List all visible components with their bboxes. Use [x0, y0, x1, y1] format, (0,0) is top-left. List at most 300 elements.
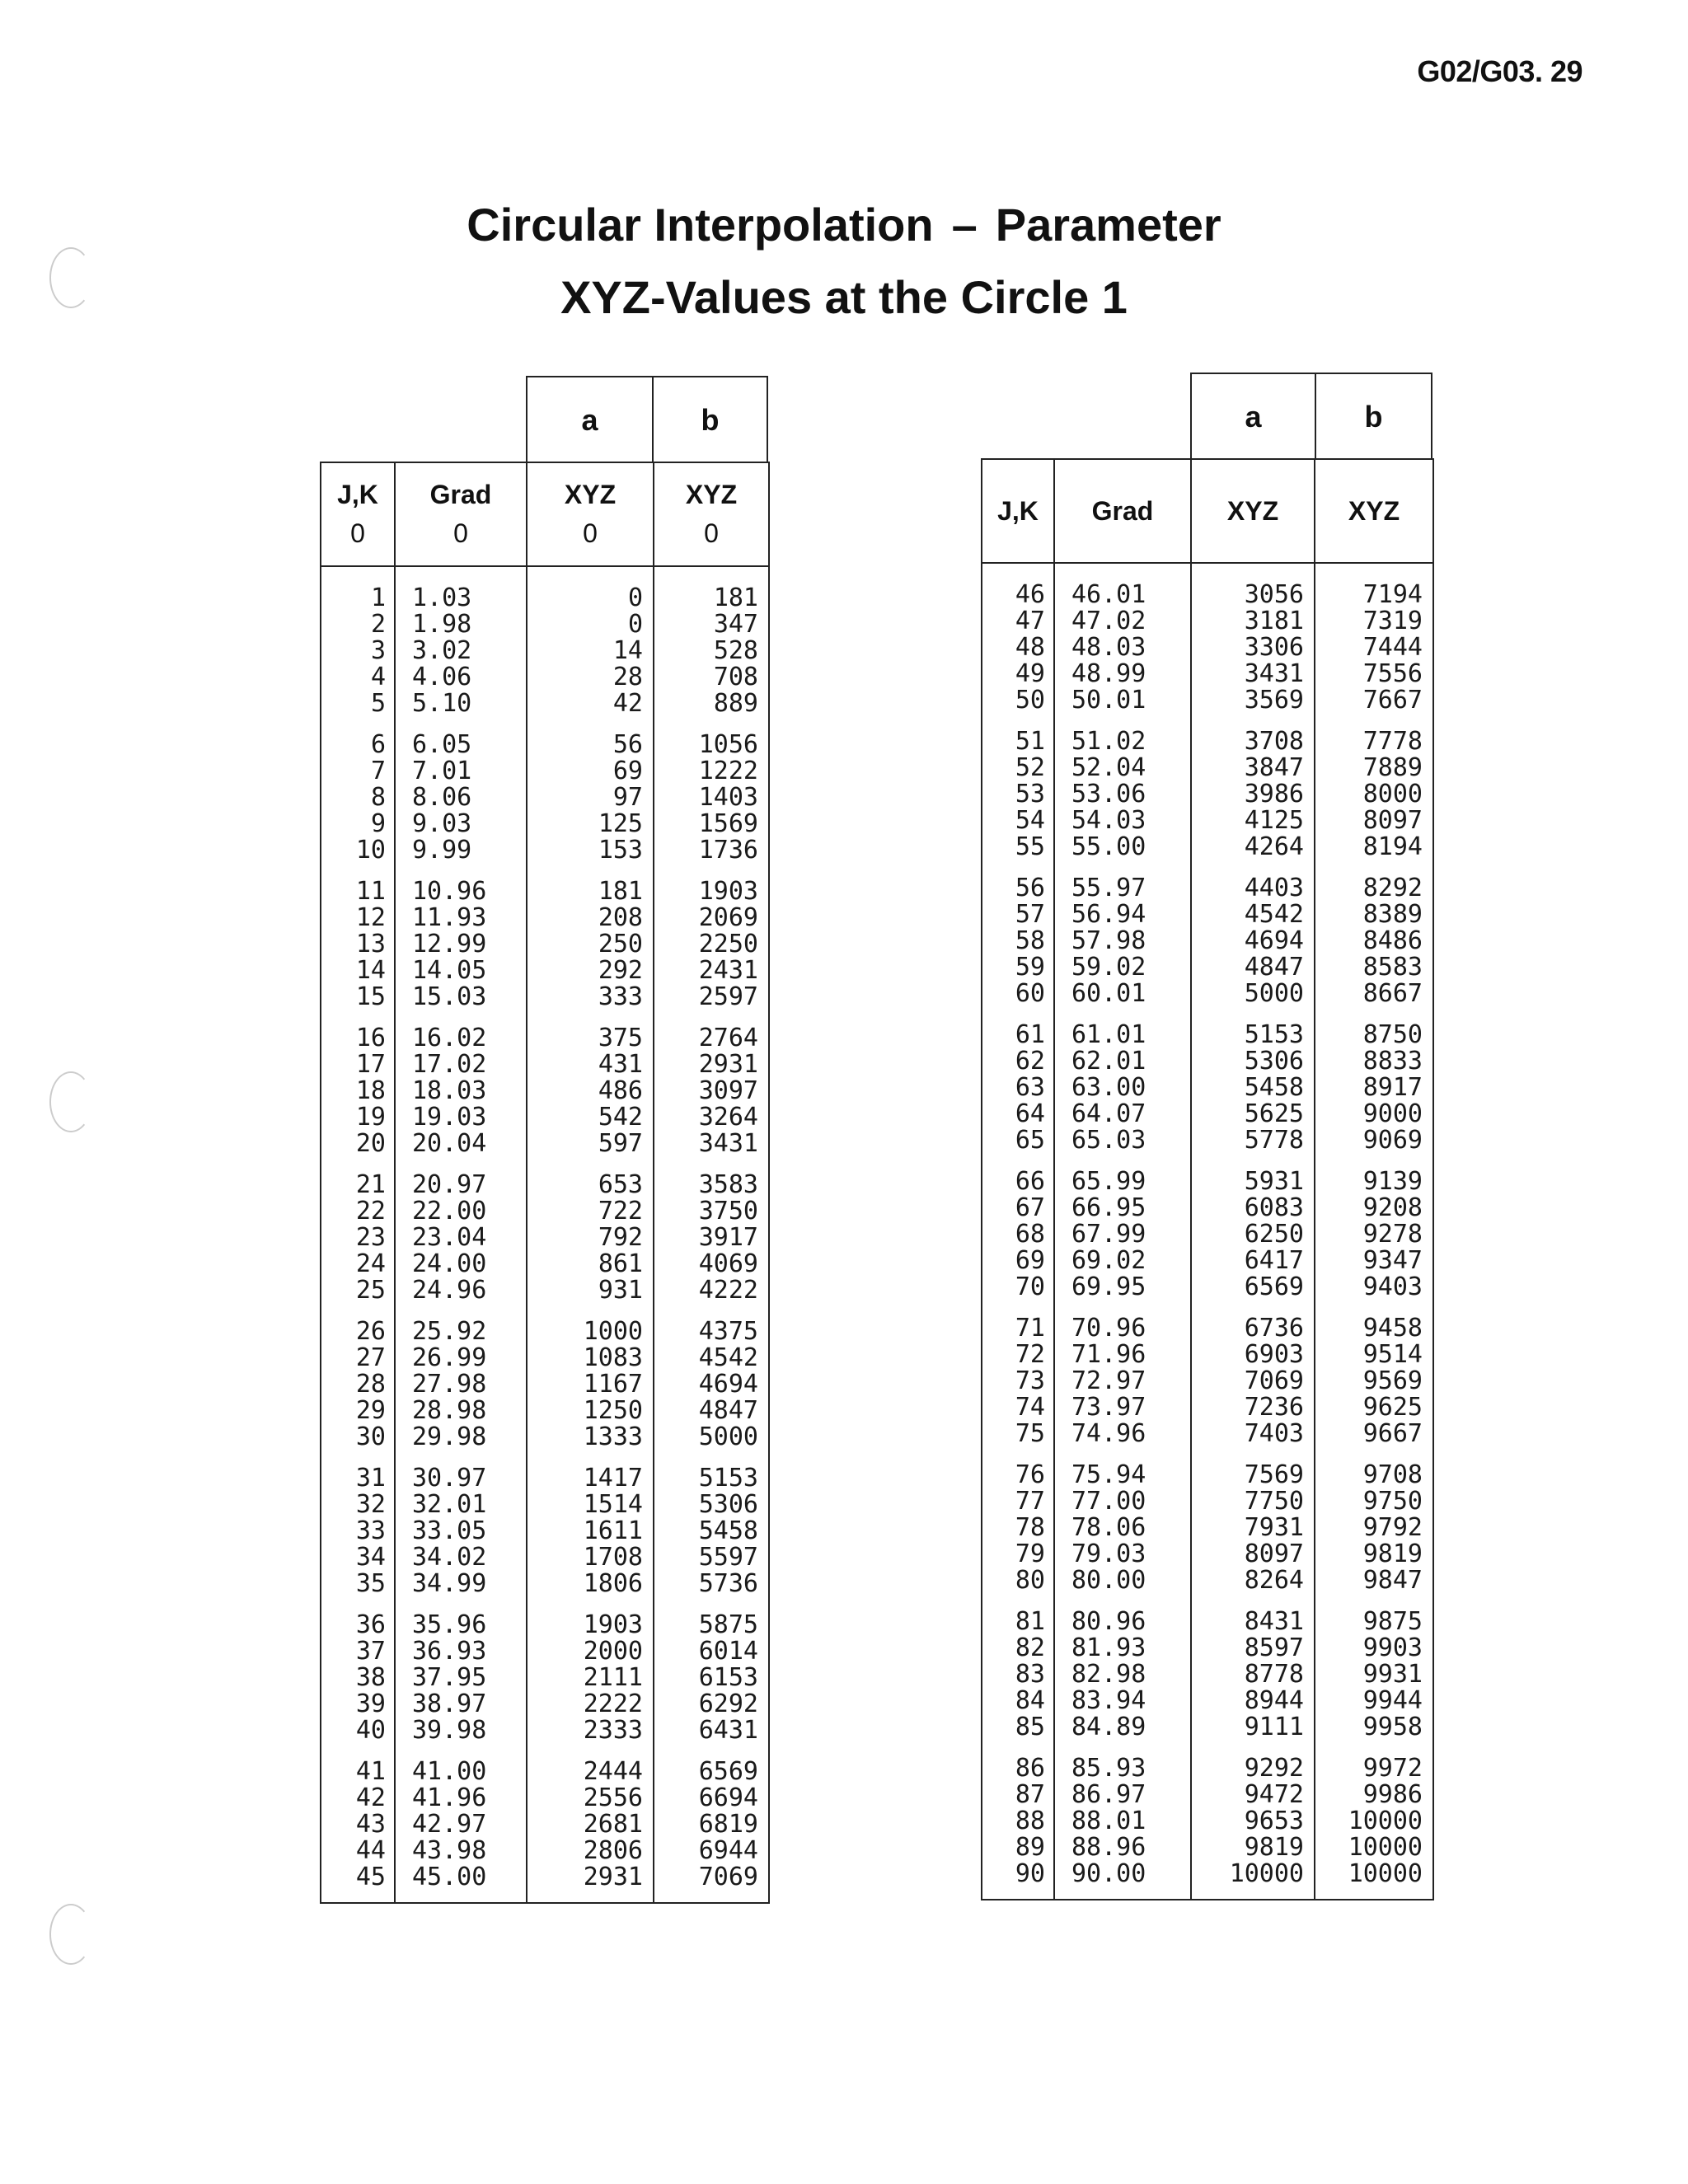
jk-cell: 3: [321, 638, 395, 664]
jk-cell: 79: [982, 1541, 1054, 1568]
table-row: [321, 1251, 769, 1277]
grad-cell: 54.03: [1054, 808, 1191, 834]
grad-cell: 60.01: [1054, 981, 1191, 1007]
right-ab-header: [1190, 373, 1432, 460]
grad-cell: 52.04: [1054, 755, 1191, 781]
table-row: [321, 1277, 769, 1304]
grad-cell: 84.89: [1054, 1714, 1191, 1741]
xyz-a-cell: 792: [527, 1225, 654, 1251]
xyz-a-cell: 431: [527, 1052, 654, 1078]
left-table: [320, 462, 770, 1904]
jk-cell: 50: [982, 687, 1054, 714]
table-row: [321, 1785, 769, 1811]
grad-cell: 33.05: [395, 1518, 527, 1544]
jk-cell: 15: [321, 984, 395, 1010]
grad-cell: 48.99: [1054, 661, 1191, 687]
xyz-b-cell: 9069: [1315, 1127, 1433, 1154]
table-row: [982, 1568, 1433, 1594]
table-row: [321, 612, 769, 638]
table-row: [982, 1248, 1433, 1274]
jk-cell: 61: [982, 1022, 1054, 1048]
jk-cell: 25: [321, 1277, 395, 1304]
jk-cell: 75: [982, 1421, 1054, 1447]
xyz-b-cell: 2069: [654, 905, 769, 931]
xyz-b-cell: 2931: [654, 1052, 769, 1078]
table-row: [321, 905, 769, 931]
xyz-a-cell: 2931: [527, 1864, 654, 1903]
table-row: [982, 981, 1433, 1007]
xyz-b-cell: 3750: [654, 1198, 769, 1225]
jk-cell: 26: [321, 1319, 395, 1345]
table-row: [321, 1465, 769, 1492]
table-row: [982, 1169, 1433, 1195]
jk-cell: 70: [982, 1274, 1054, 1301]
xyz-b-cell: 5458: [654, 1518, 769, 1544]
xyz-a-header: XYZ 0: [527, 462, 654, 566]
xyz-b-cell: 7556: [1315, 661, 1433, 687]
jk-cell: 80: [982, 1568, 1054, 1594]
table-row: [321, 811, 769, 837]
xyz-b-cell: 6944: [654, 1838, 769, 1864]
xyz-b-cell: 2431: [654, 958, 769, 984]
table-row: [982, 834, 1433, 860]
xyz-b-cell: 7667: [1315, 687, 1433, 714]
grad-cell: 65.99: [1054, 1169, 1191, 1195]
column-b-label: b: [701, 403, 720, 437]
xyz-a-cell: 861: [527, 1251, 654, 1277]
xyz-a-cell: 1708: [527, 1544, 654, 1571]
xyz-b-cell: 9278: [1315, 1221, 1433, 1248]
xyz-a-cell: 2444: [527, 1759, 654, 1785]
xyz-a-cell: 542: [527, 1104, 654, 1131]
grad-cell: 69.02: [1054, 1248, 1191, 1274]
jk-cell: 18: [321, 1078, 395, 1104]
xyz-a-cell: 4847: [1191, 954, 1315, 981]
xyz-b-cell: 9208: [1315, 1195, 1433, 1221]
jk-cell: 64: [982, 1101, 1054, 1127]
xyz-b-cell: 9903: [1315, 1635, 1433, 1661]
xyz-b-cell: 6569: [654, 1759, 769, 1785]
xyz-a-header: XYZ: [1191, 459, 1315, 563]
grad-cell: 7.01: [395, 758, 527, 785]
xyz-a-cell: 8097: [1191, 1541, 1315, 1568]
grad-cell: 39.98: [395, 1718, 527, 1744]
jk-cell: 78: [982, 1515, 1054, 1541]
table-row: [982, 1488, 1433, 1515]
table-row: [321, 1104, 769, 1131]
grad-cell: 22.00: [395, 1198, 527, 1225]
jk-cell: 57: [982, 902, 1054, 928]
jk-cell: 65: [982, 1127, 1054, 1154]
table-row: [982, 1541, 1433, 1568]
xyz-a-cell: 1417: [527, 1465, 654, 1492]
grad-cell: 41.00: [395, 1759, 527, 1785]
grad-cell: 79.03: [1054, 1541, 1191, 1568]
xyz-a-cell: 42: [527, 691, 654, 717]
xyz-b-cell: 6292: [654, 1691, 769, 1718]
grad-cell: 53.06: [1054, 781, 1191, 808]
xyz-a-cell: 8778: [1191, 1661, 1315, 1688]
grad-cell: 82.98: [1054, 1661, 1191, 1688]
xyz-b-cell: 10000: [1315, 1835, 1433, 1861]
table-row: [321, 758, 769, 785]
xyz-a-cell: 722: [527, 1198, 654, 1225]
xyz-b-cell: 8486: [1315, 928, 1433, 954]
table-row: [321, 1691, 769, 1718]
jk-cell: 66: [982, 1169, 1054, 1195]
xyz-a-cell: 4542: [1191, 902, 1315, 928]
jk-cell: 12: [321, 905, 395, 931]
grad-cell: 32.01: [395, 1492, 527, 1518]
xyz-a-cell: 3708: [1191, 729, 1315, 755]
grad-cell: 46.01: [1054, 563, 1191, 608]
xyz-a-cell: 4694: [1191, 928, 1315, 954]
xyz-b-cell: 6431: [654, 1718, 769, 1744]
xyz-a-cell: 4125: [1191, 808, 1315, 834]
column-b-label: b: [1364, 400, 1383, 434]
xyz-a-cell: 9111: [1191, 1714, 1315, 1741]
xyz-a-cell: 3181: [1191, 608, 1315, 635]
xyz-b-cell: 5597: [654, 1544, 769, 1571]
xyz-a-cell: 2556: [527, 1785, 654, 1811]
title-dash: –: [951, 199, 978, 251]
xyz-a-cell: 5000: [1191, 981, 1315, 1007]
xyz-b-cell: 3917: [654, 1225, 769, 1251]
jk-cell: 43: [321, 1811, 395, 1838]
jk-cell: 7: [321, 758, 395, 785]
grad-cell: 19.03: [395, 1104, 527, 1131]
xyz-a-cell: 931: [527, 1277, 654, 1304]
table-row: [982, 928, 1433, 954]
xyz-b-cell: 8833: [1315, 1048, 1433, 1075]
grad-cell: 90.00: [1054, 1861, 1191, 1900]
jk-cell: 71: [982, 1315, 1054, 1342]
xyz-a-cell: 9472: [1191, 1782, 1315, 1808]
xyz-a-cell: 5931: [1191, 1169, 1315, 1195]
grad-cell: 81.93: [1054, 1635, 1191, 1661]
xyz-b-cell: 9569: [1315, 1368, 1433, 1394]
grad-cell: 80.00: [1054, 1568, 1191, 1594]
xyz-a-cell: 28: [527, 664, 654, 691]
xyz-a-cell: 9819: [1191, 1835, 1315, 1861]
grad-cell: 3.02: [395, 638, 527, 664]
xyz-b-cell: 8097: [1315, 808, 1433, 834]
xyz-b-cell: 2764: [654, 1025, 769, 1052]
xyz-b-cell: 4069: [654, 1251, 769, 1277]
jk-cell: 42: [321, 1785, 395, 1811]
table-row: [982, 1315, 1433, 1342]
xyz-a-cell: 5625: [1191, 1101, 1315, 1127]
title-left: Circular Interpolation: [467, 199, 934, 251]
table-row: [321, 566, 769, 612]
table-row: [982, 1835, 1433, 1861]
column-a-label: a: [1192, 374, 1316, 460]
grad-cell: 38.97: [395, 1691, 527, 1718]
grad-cell: 8.06: [395, 785, 527, 811]
xyz-b-cell: 7319: [1315, 608, 1433, 635]
xyz-b-cell: 5736: [654, 1571, 769, 1597]
xyz-a-cell: 3569: [1191, 687, 1315, 714]
table-row: [321, 785, 769, 811]
jk-cell: 24: [321, 1251, 395, 1277]
xyz-b-cell: 9750: [1315, 1488, 1433, 1515]
xyz-b-cell: 7889: [1315, 755, 1433, 781]
grad-cell: 20.04: [395, 1131, 527, 1157]
table-row: [982, 1101, 1433, 1127]
xyz-b-cell: 10000: [1315, 1808, 1433, 1835]
grad-cell: 64.07: [1054, 1101, 1191, 1127]
xyz-b-cell: 181: [654, 566, 769, 612]
xyz-a-cell: 3056: [1191, 563, 1315, 608]
table-row: [321, 1198, 769, 1225]
jk-cell: 44: [321, 1838, 395, 1864]
xyz-b-cell: 5875: [654, 1612, 769, 1638]
xyz-b-cell: 9000: [1315, 1101, 1433, 1127]
punch-hole-mark: [49, 247, 92, 308]
jk-cell: 39: [321, 1691, 395, 1718]
xyz-b-cell: 5153: [654, 1465, 769, 1492]
table-row: [982, 875, 1433, 902]
column-a-label: a: [528, 377, 654, 463]
xyz-b-cell: 8389: [1315, 902, 1433, 928]
grad-cell: 71.96: [1054, 1342, 1191, 1368]
jk-cell: 35: [321, 1571, 395, 1597]
jk-cell: 89: [982, 1835, 1054, 1861]
table-row: [982, 1755, 1433, 1782]
table-row: [321, 1131, 769, 1157]
table-row: [982, 563, 1433, 608]
xyz-a-cell: 7069: [1191, 1368, 1315, 1394]
jk-cell: 1: [321, 566, 395, 612]
grad-cell: 37.95: [395, 1665, 527, 1691]
xyz-b-cell: 4847: [654, 1398, 769, 1424]
xyz-a-cell: 1083: [527, 1345, 654, 1371]
jk-cell: 90: [982, 1861, 1054, 1900]
xyz-a-cell: 6083: [1191, 1195, 1315, 1221]
table-row: [982, 608, 1433, 635]
table-row: [321, 1518, 769, 1544]
xyz-b-cell: 9458: [1315, 1315, 1433, 1342]
jk-cell: 46: [982, 563, 1054, 608]
grad-cell: 86.97: [1054, 1782, 1191, 1808]
table-row: [982, 1782, 1433, 1808]
table-row: [321, 1612, 769, 1638]
grad-cell: 18.03: [395, 1078, 527, 1104]
grad-cell: 9.03: [395, 811, 527, 837]
xyz-a-cell: 7236: [1191, 1394, 1315, 1421]
grad-cell: 67.99: [1054, 1221, 1191, 1248]
jk-cell: 77: [982, 1488, 1054, 1515]
grad-cell: 34.99: [395, 1571, 527, 1597]
grad-cell: 59.02: [1054, 954, 1191, 981]
grad-cell: 36.93: [395, 1638, 527, 1665]
table-row: [321, 1571, 769, 1597]
xyz-a-cell: 7931: [1191, 1515, 1315, 1541]
jk-cell: 36: [321, 1612, 395, 1638]
jk-cell: 11: [321, 879, 395, 905]
table-row: [982, 1688, 1433, 1714]
jk-cell: 17: [321, 1052, 395, 1078]
jk-cell: 72: [982, 1342, 1054, 1368]
grad-cell: 15.03: [395, 984, 527, 1010]
xyz-b-cell: 9986: [1315, 1782, 1433, 1808]
table-row: [982, 661, 1433, 687]
table-row: [982, 1274, 1433, 1301]
table-row: [982, 687, 1433, 714]
table-row: [982, 1635, 1433, 1661]
table-row: [982, 1127, 1433, 1154]
xyz-a-cell: 0: [527, 566, 654, 612]
xyz-b-cell: 4694: [654, 1371, 769, 1398]
grad-cell: 23.04: [395, 1225, 527, 1251]
grad-cell: 63.00: [1054, 1075, 1191, 1101]
xyz-b-cell: 3264: [654, 1104, 769, 1131]
xyz-a-cell: 97: [527, 785, 654, 811]
grad-cell: 77.00: [1054, 1488, 1191, 1515]
jk-cell: 87: [982, 1782, 1054, 1808]
jk-cell: 19: [321, 1104, 395, 1131]
xyz-b-cell: 9875: [1315, 1609, 1433, 1635]
jk-cell: 34: [321, 1544, 395, 1571]
grad-header: Grad 0: [395, 462, 527, 566]
table-row: [982, 808, 1433, 834]
grad-cell: 28.98: [395, 1398, 527, 1424]
jk-cell: 52: [982, 755, 1054, 781]
table-row: [982, 954, 1433, 981]
jk-cell: 32: [321, 1492, 395, 1518]
xyz-a-cell: 486: [527, 1078, 654, 1104]
xyz-a-cell: 597: [527, 1131, 654, 1157]
xyz-b-cell: 8583: [1315, 954, 1433, 981]
xyz-a-cell: 1514: [527, 1492, 654, 1518]
page-title: [0, 196, 1688, 254]
xyz-b-cell: 7194: [1315, 563, 1433, 608]
jk-cell: 53: [982, 781, 1054, 808]
grad-cell: 78.06: [1054, 1515, 1191, 1541]
jk-cell: 86: [982, 1755, 1054, 1782]
table-row: [321, 837, 769, 864]
xyz-b-cell: 4542: [654, 1345, 769, 1371]
grad-cell: 70.96: [1054, 1315, 1191, 1342]
jk-cell: 67: [982, 1195, 1054, 1221]
grad-cell: 4.06: [395, 664, 527, 691]
xyz-a-cell: 4264: [1191, 834, 1315, 860]
jk-cell: 20: [321, 1131, 395, 1157]
table-row: [982, 1075, 1433, 1101]
table-row: [982, 1609, 1433, 1635]
jk-cell: 5: [321, 691, 395, 717]
table-row: [321, 931, 769, 958]
xyz-b-cell: 9708: [1315, 1462, 1433, 1488]
grad-cell: 57.98: [1054, 928, 1191, 954]
jk-cell: 74: [982, 1394, 1054, 1421]
table-row: [321, 1492, 769, 1518]
xyz-a-cell: 153: [527, 837, 654, 864]
xyz-b-cell: 7778: [1315, 729, 1433, 755]
jk-cell: 49: [982, 661, 1054, 687]
xyz-b-cell: 2597: [654, 984, 769, 1010]
table-row: [982, 1515, 1433, 1541]
xyz-b-cell: 6014: [654, 1638, 769, 1665]
jk-cell: 23: [321, 1225, 395, 1251]
xyz-b-cell: 7444: [1315, 635, 1433, 661]
xyz-b-cell: 528: [654, 638, 769, 664]
xyz-b-cell: 9514: [1315, 1342, 1433, 1368]
jk-cell: 60: [982, 981, 1054, 1007]
xyz-a-cell: 14: [527, 638, 654, 664]
table-row: [982, 1861, 1433, 1900]
xyz-b-cell: 9931: [1315, 1661, 1433, 1688]
grad-cell: 48.03: [1054, 635, 1191, 661]
xyz-b-cell: 5000: [654, 1424, 769, 1451]
table-row: [982, 1714, 1433, 1741]
jk-cell: 48: [982, 635, 1054, 661]
xyz-a-cell: 9292: [1191, 1755, 1315, 1782]
table-row: [321, 1345, 769, 1371]
jk-cell: 14: [321, 958, 395, 984]
xyz-b-cell: 1736: [654, 837, 769, 864]
table-row: [982, 1421, 1433, 1447]
xyz-b-cell: 8917: [1315, 1075, 1433, 1101]
xyz-a-cell: 653: [527, 1172, 654, 1198]
jk-cell: 62: [982, 1048, 1054, 1075]
right-table-body: [982, 563, 1433, 1900]
punch-hole-mark: [49, 1904, 92, 1965]
table-row: [982, 1808, 1433, 1835]
xyz-a-cell: 2222: [527, 1691, 654, 1718]
xyz-b-cell: 9792: [1315, 1515, 1433, 1541]
table-row: [321, 732, 769, 758]
grad-cell: 69.95: [1054, 1274, 1191, 1301]
grad-cell: 1.03: [395, 566, 527, 612]
jk-cell: 81: [982, 1609, 1054, 1635]
jk-cell: 58: [982, 928, 1054, 954]
table-row: [982, 1195, 1433, 1221]
table-row: [982, 1048, 1433, 1075]
xyz-a-cell: 8944: [1191, 1688, 1315, 1714]
table-row: [321, 984, 769, 1010]
xyz-a-cell: 6903: [1191, 1342, 1315, 1368]
grad-cell: 65.03: [1054, 1127, 1191, 1154]
xyz-a-cell: 6417: [1191, 1248, 1315, 1274]
xyz-b-cell: 3097: [654, 1078, 769, 1104]
table-row: [982, 1462, 1433, 1488]
xyz-a-cell: 181: [527, 879, 654, 905]
xyz-a-cell: 0: [527, 612, 654, 638]
table-row: [321, 1052, 769, 1078]
xyz-b-cell: 4222: [654, 1277, 769, 1304]
xyz-a-cell: 8264: [1191, 1568, 1315, 1594]
xyz-b-header: XYZ: [1315, 459, 1433, 563]
xyz-a-cell: 1903: [527, 1612, 654, 1638]
jk-cell: 31: [321, 1465, 395, 1492]
grad-cell: 41.96: [395, 1785, 527, 1811]
table-row: [321, 1225, 769, 1251]
grad-cell: 47.02: [1054, 608, 1191, 635]
jk-cell: 6: [321, 732, 395, 758]
xyz-b-cell: 889: [654, 691, 769, 717]
grad-cell: 35.96: [395, 1612, 527, 1638]
xyz-a-cell: 6569: [1191, 1274, 1315, 1301]
xyz-a-cell: 9653: [1191, 1808, 1315, 1835]
xyz-a-cell: 2333: [527, 1718, 654, 1744]
table-row: [321, 1025, 769, 1052]
table-row: [321, 1665, 769, 1691]
grad-cell: 62.01: [1054, 1048, 1191, 1075]
grad-cell: 14.05: [395, 958, 527, 984]
xyz-b-cell: 4375: [654, 1319, 769, 1345]
xyz-b-cell: 6694: [654, 1785, 769, 1811]
